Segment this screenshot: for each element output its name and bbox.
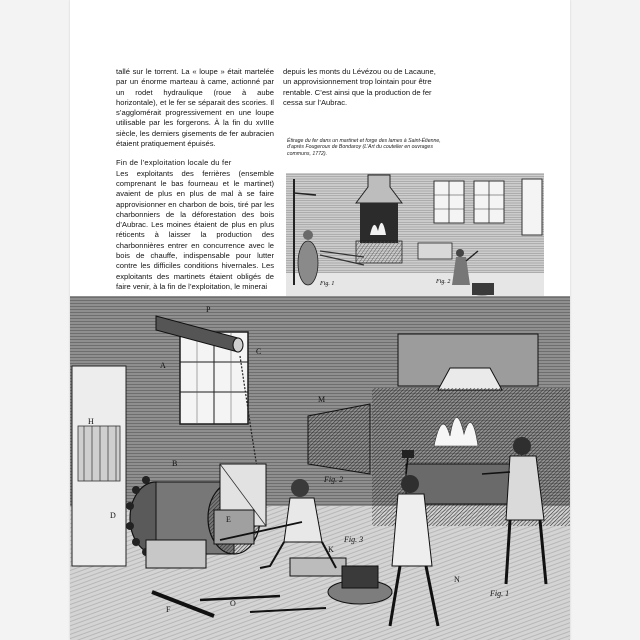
inset-fig-label-1: Fig. 1 bbox=[320, 281, 335, 287]
plate-label-d: D bbox=[110, 511, 116, 520]
intro-paragraph: tallé sur le torrent. La « loupe » était martelée par un énorme marteau à came, actionné par un rodet hydraulique (roue à aube horizontale), et le fer se séparait des scories. Il s’agglomérait progressivement en une loupe utilisable par les forgerons. À la fin du xvIIIe siècle, les derniers gisements de fer aubracien étaient pratiquement épuisés. bbox=[116, 67, 274, 149]
magazine-page bbox=[70, 0, 570, 640]
figure-caption: Étirage du fer dans un martinet et forge des lames à Saint-Étienne, d’après Fougeroux de Bondaroy (L’Art du coutelier en ouvrages communs, 1772). bbox=[287, 138, 441, 157]
plate-label-fig-1: Fig. 1 bbox=[490, 589, 510, 598]
plate-label-m: M bbox=[318, 395, 326, 404]
main-engraving bbox=[70, 296, 570, 640]
plate-label-b: B bbox=[172, 459, 178, 468]
plate-label-c: C bbox=[256, 347, 262, 356]
right-paragraph: depuis les monts du Lévézou ou de Lacaune, un approvisionnement trop lointain pour être rentable. C’est ainsi que la production de fer cessa sur l’Aubrac. bbox=[283, 67, 436, 107]
right-text-column bbox=[283, 67, 443, 117]
plate-label-p: P bbox=[206, 305, 211, 314]
section-heading: Fin de l’exploitation locale du fer bbox=[116, 158, 232, 168]
inset-fig-label-2: Fig. 2 bbox=[436, 279, 451, 285]
plate-label-a: A bbox=[160, 361, 166, 370]
plate-label-fig-2: Fig. 2 bbox=[324, 475, 344, 484]
plate-label-k: K bbox=[328, 545, 334, 554]
plate-label-n: N bbox=[454, 575, 460, 584]
martinet-forge-illustration bbox=[70, 296, 570, 640]
plate-label-h: H bbox=[88, 417, 94, 426]
plate-label-fig-3: Fig. 3 bbox=[344, 535, 364, 544]
body-paragraph: Les exploitants des ferrières (ensemble comprenant le bas fourneau et le martinet) avaient de plus en plus de mal à se faire approvisionner en charbon de bois, tiré par les charbonniers de la déforestation des bois d’Aubrac. Les moines étaient de plus en plus réticents à laisser la production des charbonnières entrer en concurrence avec le bois de chauffe, indispensable pour lutter contre les difficiles conditions hivernales. Les exploitants des martinets étaient obligés de faire venir, à la fin de l’exploitation, le minerai bbox=[116, 168, 274, 291]
plate-label-e: E bbox=[226, 515, 231, 524]
plate-label-o: O bbox=[230, 599, 236, 608]
plate-label-f: F bbox=[166, 605, 171, 614]
left-text-column bbox=[116, 67, 274, 301]
